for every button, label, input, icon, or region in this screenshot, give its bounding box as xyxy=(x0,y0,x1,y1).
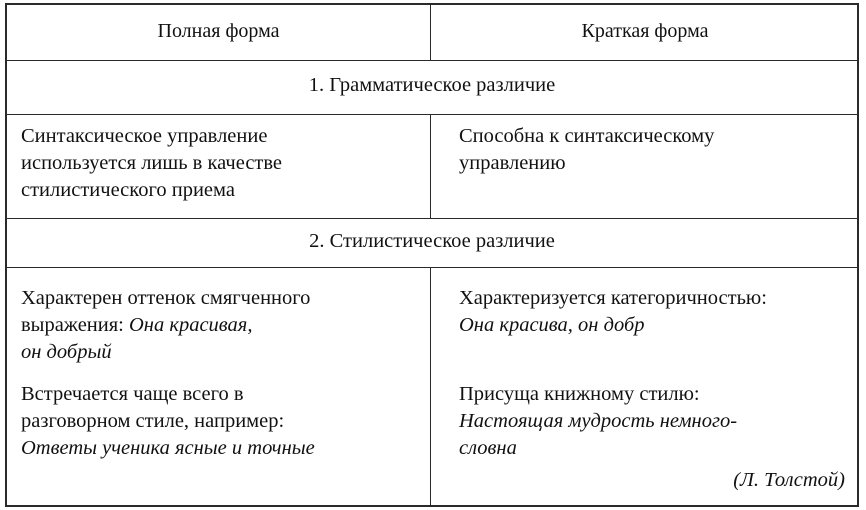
header-divider xyxy=(7,60,857,61)
section2-short-p2-line1: Присуща книжному стилю: xyxy=(459,383,700,405)
section2-short-p1-example: Она красива, он добр xyxy=(459,314,645,336)
section2-short-p2-quote-line2: словна xyxy=(459,437,517,459)
section2-full-p1-line1: Характерен оттенок смягченного xyxy=(21,287,311,309)
quote-attribution: (Л. Толстой) xyxy=(733,469,845,491)
section2-full-p1-example: Она красивая, xyxy=(129,314,253,336)
section2-top-divider xyxy=(7,218,857,219)
header-short-form: Краткая форма xyxy=(581,20,709,42)
section1-full-line: используется лишь в качестве xyxy=(21,152,283,174)
section2-short-p2-quote-line1: Настоящая мудрость немного- xyxy=(459,410,738,432)
section2-title: 2. Стилистическое различие xyxy=(309,230,555,252)
section1-title: 1. Грамматическое различие xyxy=(308,74,556,96)
section1-full-line: Синтаксическое управление xyxy=(21,125,268,147)
section2-full-p1-line3: он добрый xyxy=(21,341,112,363)
section1-short-line: управлению xyxy=(459,152,566,174)
section1-column-divider xyxy=(430,114,431,218)
section2-column-divider xyxy=(430,267,431,505)
comparison-table xyxy=(5,3,859,507)
header-full-form: Полная форма xyxy=(157,20,280,42)
section2-full-p2-line1: Встречается чаще всего в xyxy=(21,383,244,405)
section2-full-p2-line2: разговорном стиле, например: xyxy=(21,410,285,432)
section2-full-p1-text: выражения: xyxy=(21,314,129,336)
section2-full-p2-example: Ответы ученика ясные и точные xyxy=(21,437,315,459)
section2-title-divider xyxy=(7,267,857,268)
section1-short-line: Способна к синтаксическому xyxy=(459,125,715,147)
section2-full-p1-line2 xyxy=(21,312,252,339)
section1-title-divider xyxy=(7,114,857,115)
section1-full-line: стилистического приема xyxy=(21,179,235,201)
section2-short-p1-line1: Характеризуется категоричностью: xyxy=(459,287,767,309)
